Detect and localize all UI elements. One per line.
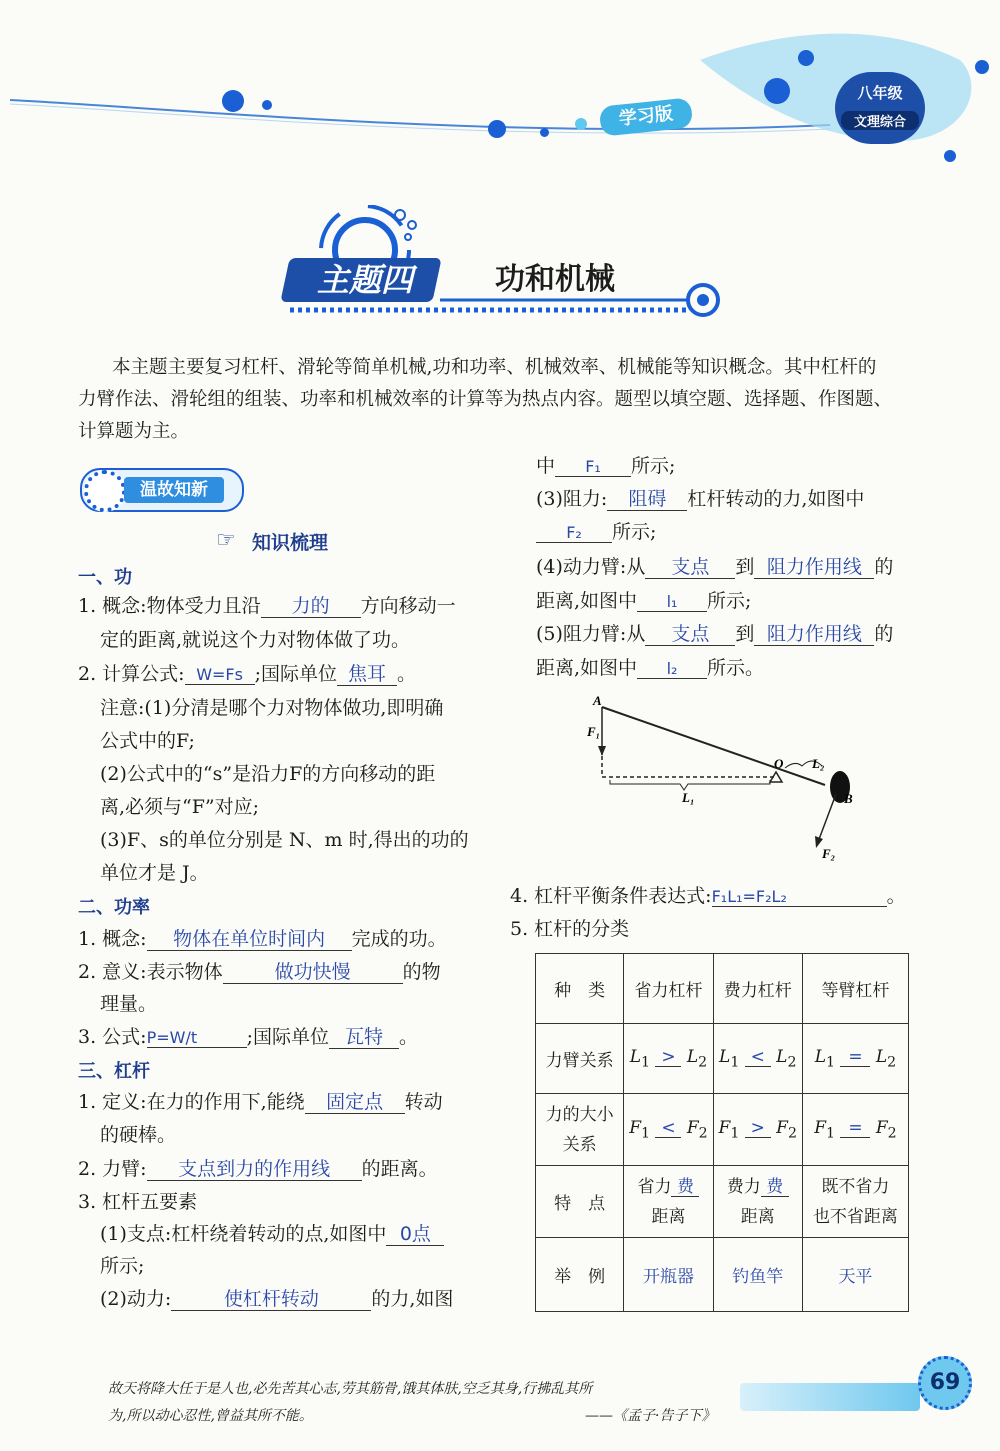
answer-blank: 物体在单位时间内 [147,929,352,951]
lever-table [535,953,909,1312]
element-fulcrum-cont: 所示; [100,1255,145,1277]
note-line: 公式中的F; [100,730,195,752]
row-label: 力臂关系 [536,1024,624,1094]
load-arrow [818,794,836,842]
note-line: 注意:(1)分清是哪个力对物体做功,即明确 [100,697,444,719]
balance-condition: 4. 杠杆平衡条件表达式:F₁L₁=F₂L₂ 。 [510,885,906,907]
answer-blank: 瓦特 [329,1027,399,1049]
decor-dot [222,90,244,112]
volume-label: 文理综合 [841,111,919,130]
answer-blank: F₁L₁=F₂L₂ [712,888,887,907]
lever-elements: 3. 杠杆五要素 [78,1191,198,1213]
section-title: 一、功 [78,567,132,588]
answer-blank: 使杠杆转动 [171,1289,371,1311]
intro-line: 本主题主要复习杠杆、滑轮等简单机械,功和功率、机械效率、机械能等知识概念。其中杠杆的 [112,357,877,378]
hand-icon: ☞ [216,528,236,553]
element-effort-arm: (4)动力臂:从 支点 到 阻力作用线 的 [536,556,894,578]
table-cell: 开瓶器 [624,1238,713,1312]
answer-blank: 做功快慢 [223,962,403,984]
intro-line: 计算题为主。 [78,421,190,442]
table-header: 等臂杠杆 [802,954,908,1024]
answer-blank: F₁ [555,458,631,477]
power-formula: 3. 公式:P=W/t ;国际单位 瓦特 。 [78,1026,418,1048]
table-cell: $F_1 > F_2$ [713,1094,802,1166]
review-icon [84,470,126,512]
lever-definition-cont: 的硬棒。 [100,1124,177,1146]
effort-arrowhead [598,746,606,756]
table-row [536,954,909,1024]
intro-line: 力臂作法、滑轮组的组装、功率和机械效率的计算等为热点内容。题型以填空题、选择题、作图题、 [78,389,893,410]
table-cell: 省力 费 距离 [624,1166,713,1238]
table-header: 省力杠杆 [624,954,713,1024]
footer-band [740,1383,920,1411]
lever-rod [602,707,825,785]
lever-arm: 2. 力臂: 支点到力的作用线 的距离。 [78,1158,438,1180]
element-load: (3)阻力: 阻碍 杠杆转动的力,如图中 [536,488,865,510]
work-formula: 2. 计算公式: W=Fs ;国际单位 焦耳 。 [78,663,416,685]
work-concept: 1. 概念:物体受力且沿 力的 方向移动一 [78,595,456,617]
lever-diagram [580,690,880,870]
section-title: 二、功率 [78,897,150,918]
table-cell: 钓鱼竿 [713,1238,802,1312]
table-cell: 费力 费 距离 [713,1166,802,1238]
element-effort: (2)动力: 使杠杆转动 的力,如图 [100,1288,454,1310]
element-load-arm: (5)阻力臂:从 支点 到 阻力作用线 的 [536,623,894,645]
decor-dot [262,100,272,110]
note-line: (3)F、s的单位分别是 N、m 时,得出的功的 [100,829,469,851]
footer-quote: 故天将降大任于是人也,必先苦其心志,劳其筋骨,饿其体肤,空乏其身,行拂乱其所 [108,1381,593,1397]
footer-source: ——《孟子·告子下》 [585,1408,716,1424]
decor-dot [944,150,956,162]
table-cell: 天平 [802,1238,908,1312]
effort-arm-brace [610,780,770,790]
page-number: 69 [929,1370,961,1395]
row-label: 力的大小 关系 [536,1094,624,1166]
note-line: 单位才是 J。 [100,862,209,884]
table-row [536,1238,909,1312]
answer-blank: l₁ [637,593,707,612]
table-cell: $L_1 < L_2$ [713,1024,802,1094]
decor-dot [764,78,790,104]
row-label: 特 点 [536,1166,624,1238]
section-title: 三、杠杆 [78,1061,150,1082]
table-header: 种 类 [536,954,624,1024]
answer-blank: 支点 [645,624,735,646]
edition-label: 学习版 [617,103,674,130]
table-cell: 既不省力 也不省距离 [802,1166,908,1238]
power-concept: 1. 概念: 物体在单位时间内 完成的功。 [78,928,447,950]
label-F1: F₁ [587,724,601,739]
lever-classification: 5. 杠杆的分类 [510,918,630,940]
table-cell: $F_1 = F_2$ [802,1094,908,1166]
table-row [536,1024,909,1094]
element-effort-arm-cont: 距离,如图中 l₁ 所示; [536,590,752,612]
answer-blank: 力的 [261,596,361,618]
work-concept-cont: 定的距离,就说这个力对物体做了功。 [100,629,411,651]
answer-blank: 阻力作用线 [754,624,874,646]
decor-dot [798,50,814,66]
element-load-arm-cont: 距离,如图中 l₂ 所示。 [536,657,765,679]
answer-blank: 支点 [645,557,735,579]
decor-dot [488,120,506,138]
element-load-cont: F₂ 所示; [536,518,656,546]
label-O: O [774,756,784,771]
topic-badge-label: 主题四 [316,261,413,299]
review-tag-label: 温故知新 [124,477,224,503]
note-line: 离,必须与“F”对应; [100,796,260,818]
element-fulcrum: (1)支点:杠杆绕着转动的点,如图中 0点 [100,1220,444,1248]
footer-quote: 为,所以动心忍性,曾益其所不能。 [108,1408,313,1424]
label-L1: L₁ [682,790,695,805]
label-L2: L₂ [812,756,825,771]
answer-blank: l₂ [637,660,707,679]
page-number-badge [918,1356,972,1410]
answer-blank: 0点 [386,1224,444,1246]
grade-badge [835,72,925,144]
answer-blank: P=W/t [147,1029,247,1048]
answer-blank: W=Fs [185,666,255,685]
table-cell: $F_1 < F_2$ [624,1094,713,1166]
decor-dot [540,128,549,137]
decor-dot [575,118,587,130]
answer-blank: 阻力作用线 [754,557,874,579]
element-effort-cont: 中 F₁ 所示; [536,455,676,477]
label-F2: F₂ [822,846,836,861]
table-header: 费力杠杆 [713,954,802,1024]
lever-definition: 1. 定义:在力的作用下,能绕 固定点 转动 [78,1091,443,1113]
table-row [536,1166,909,1238]
knowledge-heading: 知识梳理 [252,532,329,554]
table-row [536,1094,909,1166]
grade-label: 八年级 [857,84,903,102]
table-cell: $L_1 > L_2$ [624,1024,713,1094]
table-cell: $L_1 = L_2$ [802,1024,908,1094]
power-meaning: 2. 意义:表示物体 做功快慢 的物 [78,961,441,983]
row-label: 举 例 [536,1238,624,1312]
page-title: 功和机械 [495,262,615,297]
label-A: A [593,693,602,708]
answer-blank: 支点到力的作用线 [147,1159,362,1181]
answer-blank: 阻碍 [607,489,687,511]
note-line: (2)公式中的“s”是沿力F的方向移动的距 [100,763,436,785]
label-B: B [844,791,853,806]
answer-blank: F₂ [536,524,612,543]
answer-blank: 固定点 [305,1092,405,1114]
decor-dot [975,60,989,74]
power-meaning-cont: 理量。 [100,993,158,1015]
answer-blank: 焦耳 [337,664,397,686]
